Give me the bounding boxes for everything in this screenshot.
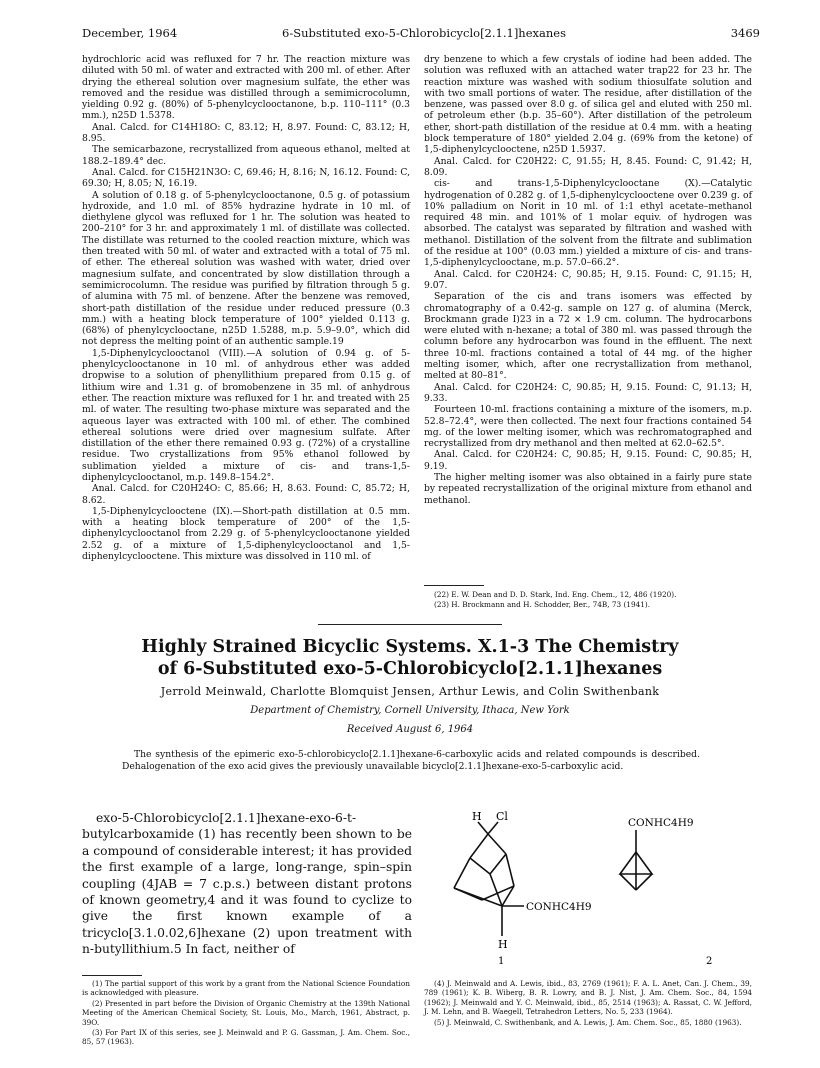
structure-1 xyxy=(454,822,524,936)
s1-label: 1 xyxy=(498,956,505,967)
footnote: (23) H. Brockmann and H. Schodder, Ber., 74B, 73 (1941). xyxy=(434,600,651,610)
abstract-text: The synthesis of the epimeric exo-5-chlorobicyclo[2.1.1]hexane-6-carboxylic acids and related compounds is described. Dehalogenation of the exo acid gives the previously unavailable bicyclo[2.1.1]hexane-exo-5-carboxylic acid. xyxy=(122,749,700,772)
paragraph: Separation of the cis and trans isomers was effected by chromatography of a 0.42-g. sample on 127 g. of alumina (Merck, Brockmann grade I)23 in a 72 × 1.9 cm. column. The hydrocarbons were eluted with n-hexane; a total of 380 ml. was passed through the column before any hydrocarbon was found in the effluent. The next three 10-ml. fractions contained a total of 44 mg. of the higher melting isomer, which, after one recrystallization from methanol, melted at 80–81°. xyxy=(424,291,752,382)
paragraph: Anal. Calcd. for C20H24: C, 90.85; H, 9.15. Found: C, 91.15; H, 9.07. xyxy=(424,268,752,291)
s2-amide: CONHC4H9 xyxy=(628,817,694,829)
authors: Jerrold Meinwald, Charlotte Blomquist Jensen, Arthur Lewis, and Colin Swithenbank xyxy=(160,685,660,698)
footnote-rule xyxy=(424,585,484,586)
footnote: (5) J. Meinwald, C. Swithenbank, and A. Lewis, J. Am. Chem. Soc., 85, 1880 (1963). xyxy=(434,1017,742,1027)
s1-h-top: H xyxy=(472,810,482,823)
paragraph: Anal. Calcd. for C20H24O: C, 85.66; H, 8.63. Found: C, 85.72; H, 8.62. xyxy=(82,483,410,506)
paragraph: The semicarbazone, recrystallized from aqueous ethanol, melted at 188.2–189.4° dec. xyxy=(82,144,410,167)
footnote-rule xyxy=(82,975,142,976)
s1-cl: Cl xyxy=(496,810,508,823)
paragraph: 1,5-Diphenylcyclooctanol (VIII).—A solution of 0.94 g. of 5-phenylcyclooctanone in 10 ml. of anhydrous ether was added dropwise to a solution of phenyllithium prepared from 0.15 g. of lithium wire and 1.31 g. of bromobenzene in 35 ml. of anhydrous ether. The reaction mixture was refluxed for 1 hr. and treated with 25 ml. of water. The resulting two-phase mixture was separated and the aqueous layer was extracted with 100 ml. of ether. The combined ethereal solutions were dried over magnesium sulfate. After distillation of the ether there remained 0.93 g. (72%) of a crystalline residue. Two crystallizations from 95% ethanol followed by sublimation yielded a mixture of cis- and trans-1,5-diphenylcyclooctanol, m.p. 149.8–154.2°. xyxy=(82,347,410,483)
right-column xyxy=(424,54,752,506)
footnote: (4) J. Meinwald and A. Lewis, ibid., 83, 2769 (1961); F. A. L. Anet, Can. J. Chem., 39, 789 (1961); K. B. Wiberg, B. R. Lowry, and B. J. Nist, J. Am. Chem. Soc., 84, 1594 (1962); J. Meinwald and Y. C. Meinwald, ibid., 85, 2514 (1963); A. Rassat, C. W. Jefford, J. M. Lehn, and B. Waegell, Tetrahedron Letters, No. 5, 233 (1964). xyxy=(424,979,752,1017)
affiliation: Department of Chemistry, Cornell University, Ithaca, New York xyxy=(250,705,570,716)
paragraph: cis- and trans-1,5-Diphenylcyclooctane (X).—Catalytic hydrogenation of 0.282 g. of 1,5-diphenylcyclooctene over 0.239 g. of 10% palladium on Norit in 10 ml. of 1:1 ethyl acetate–methanol required 48 min. and 101% of 1 molar equiv. of hydrogen was absorbed. The catalyst was separated by filtration and washed with methanol. Distillation of the solvent from the filtrate and sublimation of the residue at 100° (0.03 mm.) yielded a mixture of cis- and trans-1,5-diphenylcyclooctane, m.p. 57.0–66.2°. xyxy=(424,178,752,269)
footnote: (3) For Part IX of this series, see J. Meinwald and P. G. Gassman, J. Am. Chem. Soc., 85, 57 (1963). xyxy=(82,1028,410,1047)
s2-label: 2 xyxy=(706,956,713,967)
paragraph: Anal. Calcd. for C20H24: C, 90.85; H, 9.15. Found: C, 90.85; H, 9.19. xyxy=(424,449,752,472)
paragraph: dry benzene to which a few crystals of iodine had been added. The solution was refluxed with an attached water trap22 for 23 hr. The reaction mixture was washed with sodium thiosulfate solution and with two small portions of water. The residue, after distillation of the benzene, was passed over 8.0 g. of silica gel and eluted with 250 ml. of petroleum ether (b.p. 35–60°). After distillation of the petroleum ether, short-path distillation of the residue at 0.4 mm. with a heating block temperature of 180° yielded 2.04 g. (69% from the ketone) of 1,5-diphenylcyclooctene, n25D 1.5937. xyxy=(424,54,752,156)
chemical-structures xyxy=(440,808,740,968)
title-line: Highly Strained Bicyclic Systems. X.1-3 The Chemistry xyxy=(141,637,679,657)
top-footnotes xyxy=(424,590,752,611)
page-number: 3469 xyxy=(730,26,760,40)
paragraph: Anal. Calcd. for C14H18O: C, 83.12; H, 8.97. Found: C, 83.12; H, 8.95. xyxy=(82,121,410,145)
bottom-footnotes-right xyxy=(424,979,752,1028)
abstract xyxy=(122,749,700,772)
s1-amide: CONHC4H9 xyxy=(526,901,592,913)
footnote: (1) The partial support of this work by a grant from the National Science Foundation is acknowledged with pleasure. xyxy=(82,979,410,998)
paragraph: A solution of 0.18 g. of 5-phenylcyclooctanone, 0.5 g. of potassium hydroxide, and 1.0 ml. of 85% hydrazine hydrate in 10 ml. of diethylene glycol was refluxed for 1 hr. The solution was heated to 200–210° for 3 hr. and approximately 1 ml. of distillate was collected. The distillate was returned to the cooled reaction mixture, which was then treated with 50 ml. of water and extracted with a total of 75 ml. of ether. The ethereal solution was washed with water, dried over magnesium sulfate, and concentrated by slow distillation through a semimicrocolumn. The residue was purified by filtration through 5 g. of alumina with 75 ml. of benzene. After the benzene was removed, short-path distillation of the residue under reduced pressure (0.3 mm.) with a heating block temperature of 100° yielded 0.113 g. (68%) of phenylcyclooctane, n25D 1.5288, m.p. 5.9–9.0°, which did not depress the melting point of an authentic sample.19 xyxy=(82,189,410,348)
paragraph: The higher melting isomer was also obtained in a fairly pure state by repeated recrystallization of the original mixture from ethanol and methanol. xyxy=(424,471,752,506)
paragraph: Anal. Calcd. for C20H24: C, 90.85; H, 9.15. Found: C, 91.13; H, 9.33. xyxy=(424,381,752,404)
article-separator xyxy=(318,624,502,625)
bottom-footnotes-left xyxy=(82,979,410,1048)
header-date: December, 1964 xyxy=(82,26,178,40)
paragraph: Anal. Calcd. for C20H22: C, 91.55; H, 8.45. Found: C, 91.42; H, 8.09. xyxy=(424,155,752,178)
body-paragraph: exo-5-Chlorobicyclo[2.1.1]hexane-exo-6-t-butylcarboxamide (1) has recently been shown to be a compound of considerable interest; it has provided the first example of a large, long-range, spin–spin coupling (4JAB = 7 c.p.s.) between distant protons of known geometry,4 and it was found to cyclize to give the first known example of a tricyclo[3.1.0.02,6]hexane (2) upon treatment with n-butyllithium.5 In fact, neither of xyxy=(82,811,412,957)
article-title xyxy=(60,636,760,680)
left-column xyxy=(82,54,410,562)
introduction xyxy=(82,810,412,958)
structure-2 xyxy=(620,830,652,890)
paragraph: Anal. Calcd. for C15H21N3O: C, 69.46; H, 8.16; N, 16.12. Found: C, 69.30; H, 8.05; N, 16.19. xyxy=(82,166,410,190)
paragraph: 1,5-Diphenylcyclooctene (IX).—Short-path distillation at 0.5 mm. with a heating block temperature of 200° of the 1,5-diphenylcyclooctanol from 2.29 g. of 5-phenylcyclooctanone yielded 2.52 g. of a mixture of 1,5-diphenylcyclooctanol and 1,5-diphenylcyclooctene. This mixture was dissolved in 110 ml. of xyxy=(82,505,410,563)
received-date: Received August 6, 1964 xyxy=(346,724,474,735)
header-title: 6-Substituted exo-5-Chlorobicyclo[2.1.1]hexanes xyxy=(282,26,566,40)
footnote: (22) E. W. Dean and D. D. Stark, Ind. Eng. Chem., 12, 486 (1920). xyxy=(434,590,677,599)
footnote: (2) Presented in part before the Division of Organic Chemistry at the 139th National Meeting of the American Chemical Society, St. Louis, Mo., March, 1961, Abstract, p. 39O. xyxy=(82,998,410,1027)
paragraph: Fourteen 10-ml. fractions containing a mixture of the isomers, m.p. 52.8–72.4°, were then collected. The next four fractions contained 54 mg. of the lower melting isomer, which was rechromatographed and recrystallized from dry methanol and then melted at 62.0–62.5°. xyxy=(424,404,752,450)
s1-h-bottom: H xyxy=(498,938,508,951)
running-header xyxy=(82,26,760,42)
title-line: of 6-Substituted exo-5-Chlorobicyclo[2.1.1]hexanes xyxy=(157,659,663,679)
paragraph: hydrochloric acid was refluxed for 7 hr. The reaction mixture was diluted with 50 ml. of water and extracted with 200 ml. of ether. After drying the ethereal solution over magnesium sulfate, the ether was removed and the residue was distilled through a semimicrocolumn, yielding 0.92 g. (80%) of 5-phenylcyclooctanone, b.p. 110–111° (0.3 mm.), n25D 1.5378. xyxy=(82,54,410,122)
